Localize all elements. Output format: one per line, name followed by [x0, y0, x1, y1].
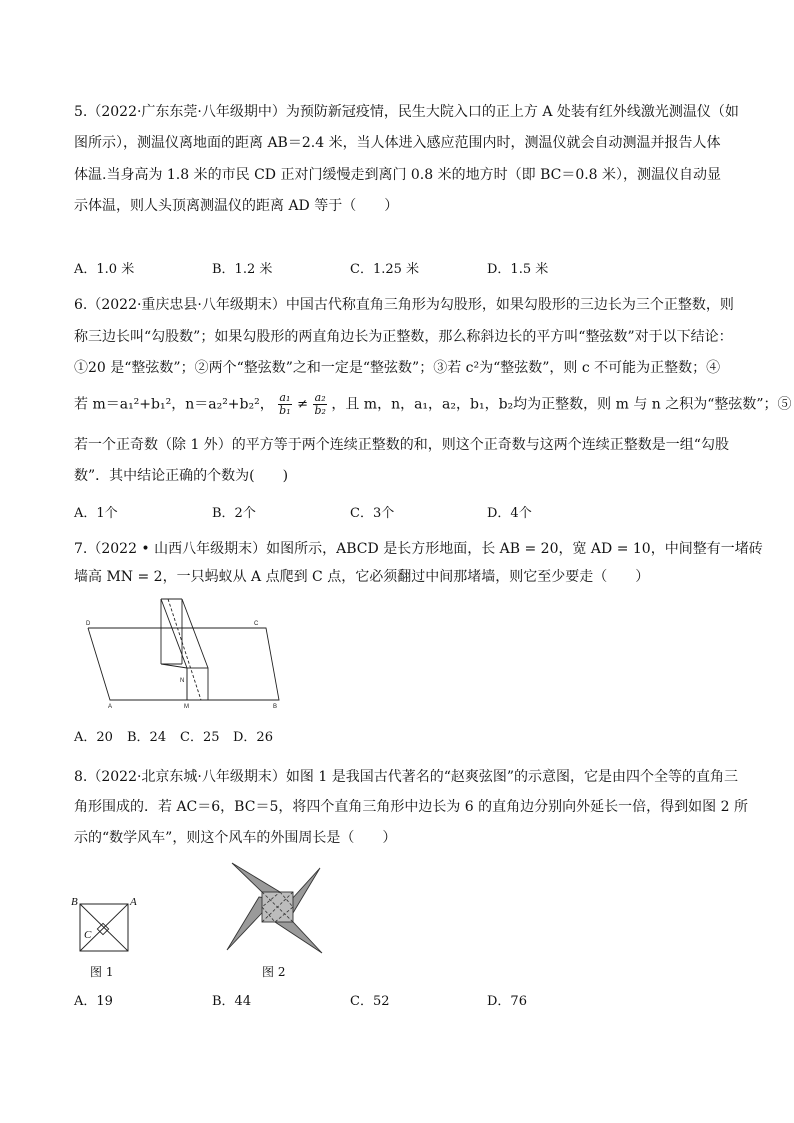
q7-wall-front-face [187, 668, 208, 700]
q6-line-2: 称三边长叫“勾股数”；如果勾股形的两直角边长为正整数，那么称斜边长的平方叫“整弦数”对于以下结论： [74, 329, 733, 345]
q7-label-d: D [86, 621, 91, 627]
q5-option-d[interactable]: D．1.5 米 [487, 262, 549, 277]
not-equal-sign: ≠ [297, 396, 308, 412]
q7-label-c: C [254, 621, 259, 627]
q6-line-4 [74, 392, 792, 417]
q8-option-a[interactable]: A．19 [74, 994, 113, 1009]
q7-label-n: N [180, 678, 185, 684]
fraction-a1-b1 [278, 392, 291, 417]
q8-option-c[interactable]: C．52 [350, 994, 390, 1009]
q7-option-d[interactable]: D．26 [233, 730, 273, 745]
q6-line-3: ①20 是“整弦数”；②两个“整弦数”之和一定是“整弦数”；③若 c²为“整弦数”，则 c 不可能为正整数；④ [74, 360, 721, 376]
q7-option-c[interactable]: C．25 [180, 730, 220, 745]
q7-wall-figure [74, 595, 296, 713]
fraction-a2-b2 [313, 392, 326, 417]
fraction-a2-denominator: b₂ [314, 404, 326, 417]
q6-line-4-suffix: ，且 m，n，a₁，a₂，b₁，b₂均为正整数，则 m 与 n 之积为“整弦数”；⑤ [331, 396, 792, 413]
q6-option-b[interactable]: B．2个 [212, 506, 256, 521]
q7-ground-outline [88, 628, 279, 700]
q8-option-d[interactable]: D．76 [487, 994, 527, 1009]
q8-option-b[interactable]: B．44 [212, 994, 252, 1009]
fraction-a2-numerator: a₂ [314, 391, 326, 404]
q7-label-b: B [273, 704, 278, 710]
q5-line-1: 5.（2022·广东东莞·八年级期中）为预防新冠疫情，民生大院入口的正上方 A 处装有红外线激光测温仪（如 [74, 104, 739, 120]
fraction-a1-denominator: b₁ [279, 404, 291, 417]
q7-line-2: 墙高 MN = 2，一只蚂蚁从 A 点爬到 C 点，它必须翻过中间那堵墙，则它至少要走（ ） [74, 569, 650, 585]
q7-hidden-edge [168, 599, 201, 700]
q8-figure-1-caption: 图 1 [90, 965, 114, 979]
q6-option-c[interactable]: C．3个 [350, 506, 395, 521]
fig1-label-b: B [71, 896, 78, 908]
fig1-label-a: A [130, 896, 137, 908]
q8-line-2: 角形围成的．若 AC＝6，BC＝5，将四个直角三角形中边长为 6 的直角边分别向外延长一倍，得到如图 2 所 [74, 799, 748, 815]
q6-option-a[interactable]: A．1个 [74, 506, 118, 521]
q8-line-3: 示的“数学风车”，则这个风车的外围周长是（ ） [74, 830, 397, 846]
q8-line-1: 8.（2022·北京东城·八年级期末）如图 1 是我国古代著名的“赵爽弦图”的示意图，它是由四个全等的直角三 [74, 769, 739, 785]
q7-label-m: M [184, 704, 189, 710]
q6-line-6: 数”．其中结论正确的个数为( ) [74, 468, 289, 484]
q5-line-4: 示体温，则人头顶离测温仪的距离 AD 等于（ ） [74, 198, 399, 214]
fraction-a1-numerator: a₁ [279, 391, 291, 404]
q7-line-1: 7.（2022 • 山西八年级期末）如图所示，ABCD 是长方形地面，长 AB = 20，宽 AD = 10，中间整有一堵砖 [74, 541, 763, 557]
q7-option-a[interactable]: A．20 [74, 730, 113, 745]
q5-option-a[interactable]: A．1.0 米 [74, 262, 135, 277]
fig1-label-c: C [84, 929, 92, 941]
q8-figure-2-caption: 图 2 [262, 965, 286, 979]
q6-line-4-prefix: 若 m＝a₁²+b₁²，n＝a₂²+b₂²， [74, 396, 274, 413]
q7-option-b[interactable]: B．24 [127, 730, 167, 745]
q8-figure-2 [222, 858, 332, 958]
q6-line-5: 若一个正奇数（除 1 外）的平方等于两个连续正整数的和，则这个正奇数与这两个连续正整数是一组“勾股 [74, 437, 729, 453]
q5-option-c[interactable]: C．1.25 米 [350, 262, 420, 277]
q5-line-3: 体温.当身高为 1.8 米的市民 CD 正对门缓慢走到离门 0.8 米的地方时（即 BC＝0.8 米），测温仪自动显 [74, 167, 722, 183]
q5-option-b[interactable]: B．1.2 米 [212, 262, 273, 277]
q5-line-2: 图所示），测温仪离地面的距离 AB＝2.4 米，当人体进入感应范围内时，测温仪就会自动测温并报告人体 [74, 135, 721, 151]
q8-figure-1 [68, 892, 138, 954]
q6-line-1: 6.（2022·重庆忠县·八年级期末）中国古代称直角三角形为勾股形，如果勾股形的三边长为三个正整数，则 [74, 297, 734, 313]
q7-label-a: A [108, 704, 113, 710]
q6-option-d[interactable]: D．4个 [487, 506, 532, 521]
